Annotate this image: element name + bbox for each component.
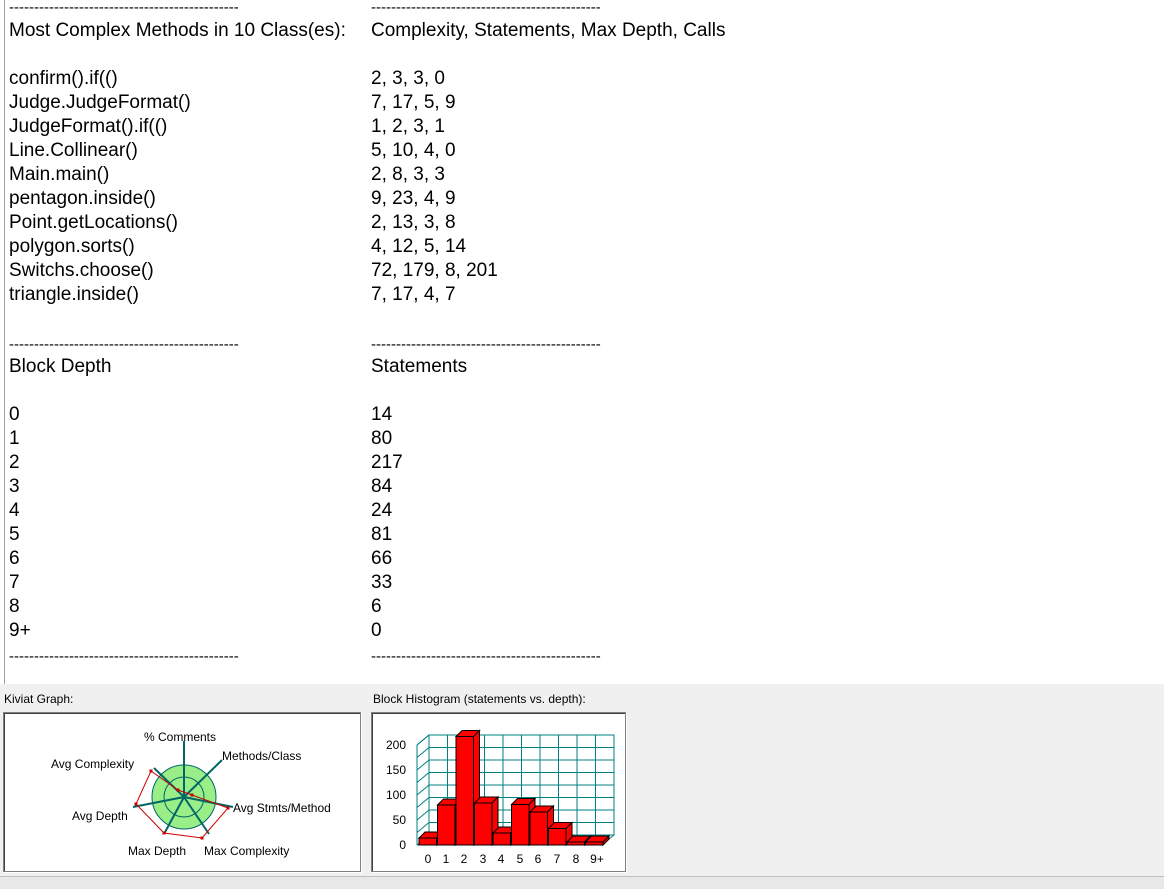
metrics-header: Complexity, Statements, Max Depth, Calls	[371, 20, 726, 41]
method-metrics: 2, 13, 3, 8	[371, 212, 456, 233]
x-tick-label: 5	[516, 852, 524, 866]
depth-value: 5	[9, 524, 20, 545]
method-name: JudgeFormat().if(()	[9, 116, 168, 137]
method-name: polygon.sorts()	[9, 236, 135, 257]
method-name: triangle.inside()	[9, 284, 139, 305]
depth-value: 0	[9, 404, 20, 425]
separator-mid-right: ----------------------------------------------	[371, 336, 601, 353]
kiviat-point	[177, 789, 180, 792]
histogram-side-gridline	[417, 748, 429, 758]
statements-value: 84	[371, 476, 393, 497]
depth-value: 7	[9, 572, 20, 593]
y-tick-label: 0	[399, 838, 406, 852]
y-tick-label: 200	[385, 738, 406, 752]
depth-value: 1	[9, 428, 20, 449]
kiviat-axis-label: Max Complexity	[204, 844, 290, 858]
x-tick-label: 0	[424, 852, 432, 866]
kiviat-axis-label: % Comments	[144, 730, 217, 744]
block-histogram-panel	[371, 712, 626, 872]
kiviat-point	[163, 832, 166, 835]
separator-mid-left: ----------------------------------------------	[9, 336, 239, 353]
method-metrics: 4, 12, 5, 14	[371, 236, 467, 257]
status-strip	[0, 876, 1164, 889]
depth-value: 3	[9, 476, 20, 497]
statements-value: 66	[371, 548, 393, 569]
kiviat-axis-label: Methods/Class	[222, 749, 302, 763]
statements-value: 81	[371, 524, 393, 545]
kiviat-point	[227, 807, 230, 810]
kiviat-axis-label: Avg Depth	[72, 809, 128, 823]
histogram-side-gridline	[417, 798, 429, 808]
separator-top-left: ----------------------------------------------	[9, 0, 239, 16]
method-metrics: 2, 8, 3, 3	[371, 164, 445, 185]
histogram-bar	[586, 842, 604, 845]
method-metrics: 5, 10, 4, 0	[371, 140, 456, 161]
method-name: Judge.JudgeFormat()	[9, 92, 191, 113]
histogram-bar	[456, 737, 474, 846]
histogram-bar	[549, 829, 567, 846]
kiviat-point	[150, 770, 153, 773]
kiviat-axis-label: Max Depth	[128, 844, 187, 858]
statements-value: 0	[371, 620, 382, 641]
method-name: pentagon.inside()	[9, 188, 156, 209]
histogram-bar	[567, 842, 585, 845]
histogram-label: Block Histogram (statements vs. depth):	[373, 692, 586, 706]
histogram-side-gridline	[417, 760, 429, 770]
histogram-bar	[512, 805, 530, 846]
method-metrics: 1, 2, 3, 1	[371, 116, 445, 137]
statements-value: 33	[371, 572, 393, 593]
method-name: Main.main()	[9, 164, 110, 185]
depth-value: 8	[9, 596, 20, 617]
depth-value: 6	[9, 548, 20, 569]
histogram-bar	[419, 838, 437, 845]
method-metrics: 2, 3, 3, 0	[371, 68, 445, 89]
statements-value: 24	[371, 500, 393, 521]
statements-value: 217	[371, 452, 403, 473]
histogram-side-gridline	[417, 823, 429, 833]
x-tick-label: 2	[460, 852, 468, 866]
separator-top-right: ----------------------------------------------	[371, 0, 601, 16]
histogram-bar	[493, 833, 511, 845]
histogram-bar	[438, 805, 456, 845]
statements-value: 14	[371, 404, 393, 425]
kiviat-axis-label: Avg Complexity	[51, 757, 135, 771]
kiviat-axis-label: Avg Stmts/Method	[233, 801, 331, 815]
histogram-side-gridline	[417, 785, 429, 795]
x-tick-label: 3	[479, 852, 487, 866]
kiviat-point	[201, 837, 204, 840]
histogram-side-gridline	[417, 773, 429, 783]
separator-bottom-left: ----------------------------------------------	[9, 648, 239, 665]
kiviat-point	[191, 794, 194, 797]
statements-header: Statements	[371, 356, 468, 377]
histogram-bar	[475, 803, 493, 845]
method-name: Switchs.choose()	[9, 260, 154, 281]
statements-value: 80	[371, 428, 393, 449]
method-name: Point.getLocations()	[9, 212, 178, 233]
x-tick-label: 6	[534, 852, 542, 866]
histogram-bar	[530, 812, 548, 845]
x-tick-label: 8	[572, 852, 580, 866]
kiviat-point	[135, 803, 138, 806]
method-metrics: 7, 17, 5, 9	[371, 92, 456, 113]
y-tick-label: 50	[392, 813, 406, 827]
x-tick-label: 1	[442, 852, 450, 866]
y-tick-label: 150	[385, 763, 406, 777]
histogram-side-edge	[417, 735, 429, 745]
y-tick-label: 100	[385, 788, 406, 802]
method-name: confirm().if(()	[9, 68, 118, 89]
methods-header: Most Complex Methods in 10 Class(es):	[9, 20, 346, 41]
depth-header: Block Depth	[9, 356, 112, 377]
depth-value: 2	[9, 452, 20, 473]
method-name: Line.Collinear()	[9, 140, 138, 161]
block-histogram	[372, 713, 625, 871]
depth-value: 4	[9, 500, 20, 521]
method-metrics: 72, 179, 8, 201	[371, 260, 498, 281]
report-left-border	[4, 0, 5, 684]
method-metrics: 7, 17, 4, 7	[371, 284, 456, 305]
kiviat-graph	[4, 713, 360, 871]
separator-bottom-right: ----------------------------------------------	[371, 648, 601, 665]
kiviat-graph-panel	[3, 712, 361, 872]
kiviat-label: Kiviat Graph:	[4, 692, 74, 706]
histogram-side-gridline	[417, 810, 429, 820]
method-metrics: 9, 23, 4, 9	[371, 188, 456, 209]
x-tick-label: 9+	[590, 852, 604, 866]
x-tick-label: 4	[497, 852, 505, 866]
depth-value: 9+	[9, 620, 31, 641]
statements-value: 6	[371, 596, 382, 617]
x-tick-label: 7	[553, 852, 561, 866]
